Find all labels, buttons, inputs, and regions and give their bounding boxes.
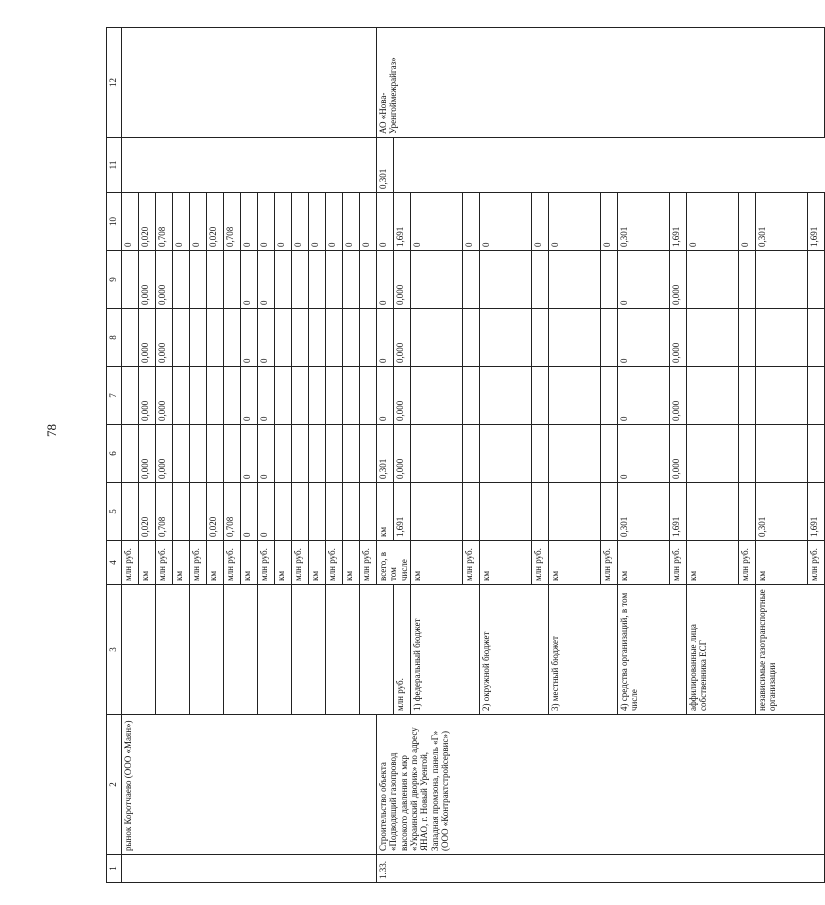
value-cell xyxy=(326,483,343,541)
value-cell xyxy=(755,251,807,309)
value-cell xyxy=(755,367,807,425)
value-cell: 0 xyxy=(686,193,738,251)
value-cell xyxy=(807,251,824,309)
value-cell xyxy=(224,309,241,367)
value-cell xyxy=(411,309,463,367)
unit-cell: млн руб. xyxy=(807,541,824,585)
value-cell xyxy=(326,251,343,309)
value-cell: 0,020 xyxy=(139,483,156,541)
value-cell: 0,000 xyxy=(156,367,173,425)
unit-cell: млн руб. xyxy=(360,541,377,585)
value-cell xyxy=(600,309,617,367)
value-cell: 0 xyxy=(377,193,394,251)
value-cell xyxy=(275,483,292,541)
value-cell xyxy=(686,309,738,367)
value-cell xyxy=(686,251,738,309)
value-cell: 0 xyxy=(122,193,139,251)
value-cell xyxy=(292,425,309,483)
funding-source-cell xyxy=(258,585,292,715)
value-cell xyxy=(479,425,531,483)
value-cell xyxy=(738,483,755,541)
value-cell xyxy=(190,309,207,367)
column-number: 7 xyxy=(107,367,122,425)
row-number-cell: 1.33. xyxy=(377,855,825,883)
value-cell: 0 xyxy=(738,193,755,251)
value-cell xyxy=(479,251,531,309)
value-cell: 0,000 xyxy=(394,425,411,483)
executor-cell xyxy=(122,138,377,193)
column-number: 6 xyxy=(107,425,122,483)
value-cell xyxy=(462,367,479,425)
value-cell: 0,020 xyxy=(139,193,156,251)
value-cell xyxy=(807,309,824,367)
value-cell xyxy=(122,483,139,541)
value-cell xyxy=(190,251,207,309)
value-cell xyxy=(173,367,190,425)
column-number: 10 xyxy=(107,193,122,251)
value-cell xyxy=(360,251,377,309)
column-number: 8 xyxy=(107,309,122,367)
value-cell xyxy=(343,251,360,309)
column-number: 2 xyxy=(107,715,122,855)
value-cell: 0 xyxy=(241,193,258,251)
value-cell: 0,301 xyxy=(617,193,669,251)
unit-cell: км xyxy=(686,541,738,585)
value-cell xyxy=(326,309,343,367)
result-cell xyxy=(122,28,377,138)
column-number: 3 xyxy=(107,585,122,715)
unit-cell: млн руб. xyxy=(600,541,617,585)
value-cell xyxy=(462,251,479,309)
value-cell xyxy=(275,309,292,367)
value-cell: 0,000 xyxy=(156,425,173,483)
value-cell xyxy=(326,425,343,483)
unit-cell: км xyxy=(377,483,394,541)
value-cell: 0 xyxy=(173,193,190,251)
value-cell: 0,000 xyxy=(156,251,173,309)
unit-cell: км xyxy=(755,541,807,585)
value-cell: 0,000 xyxy=(139,309,156,367)
funding-source-cell xyxy=(156,585,190,715)
value-cell: 0 xyxy=(258,483,275,541)
value-cell: 0,000 xyxy=(394,309,411,367)
unit-cell: млн руб. xyxy=(292,541,309,585)
value-cell xyxy=(738,425,755,483)
value-cell xyxy=(343,367,360,425)
value-cell xyxy=(292,309,309,367)
unit-cell: млн руб. xyxy=(738,541,755,585)
value-cell: 0 xyxy=(479,193,531,251)
value-cell: 0 xyxy=(377,251,394,309)
value-cell xyxy=(326,367,343,425)
value-cell xyxy=(173,309,190,367)
value-cell xyxy=(600,425,617,483)
value-cell: 0 xyxy=(258,251,275,309)
object-name-cell: Строительство объекта «Подводящий газопровод высокого давления к мкр «Украинский дворик» по адресу ЯНАО, г. Новый Уренгой, Западная промзона, панель «Г» (ООО «Контрактстройсервис») xyxy=(377,715,825,855)
table-row xyxy=(377,28,394,883)
value-cell xyxy=(548,425,600,483)
value-cell xyxy=(207,367,224,425)
column-number: 4 xyxy=(107,541,122,585)
value-cell: 0 xyxy=(360,193,377,251)
value-cell xyxy=(479,483,531,541)
value-cell xyxy=(190,483,207,541)
value-cell xyxy=(807,367,824,425)
value-cell xyxy=(360,309,377,367)
value-cell xyxy=(531,367,548,425)
value-cell xyxy=(224,251,241,309)
table-row xyxy=(122,28,139,883)
object-name-cell: рынок Коротчаево (ООО «Маян») xyxy=(122,715,377,855)
value-cell xyxy=(275,367,292,425)
value-cell xyxy=(360,483,377,541)
value-cell: 0 xyxy=(377,367,394,425)
value-cell: 0 xyxy=(292,193,309,251)
value-cell: 0 xyxy=(258,367,275,425)
value-cell xyxy=(479,309,531,367)
rotated-table-sheet xyxy=(106,28,819,883)
value-cell xyxy=(360,367,377,425)
value-cell xyxy=(531,251,548,309)
value-cell: 0,708 xyxy=(156,193,173,251)
funding-source-cell xyxy=(122,585,156,715)
value-cell: 0 xyxy=(258,425,275,483)
value-cell xyxy=(686,483,738,541)
unit-cell: км xyxy=(411,541,463,585)
value-cell: 0 xyxy=(275,193,292,251)
value-cell xyxy=(207,251,224,309)
value-cell: 0,000 xyxy=(669,251,686,309)
value-cell xyxy=(275,251,292,309)
value-cell xyxy=(122,309,139,367)
value-cell xyxy=(548,483,600,541)
executor-cell: АО «Нова-Уренгоймежрайгаз» xyxy=(377,28,825,138)
unit-cell: км xyxy=(548,541,600,585)
value-cell xyxy=(309,425,326,483)
value-cell: 0 xyxy=(241,251,258,309)
value-cell: 0,000 xyxy=(156,309,173,367)
value-cell: 0 xyxy=(548,193,600,251)
value-cell: 0 xyxy=(241,425,258,483)
value-cell xyxy=(207,425,224,483)
value-cell xyxy=(686,367,738,425)
unit-cell: км xyxy=(173,541,190,585)
value-cell: 0,000 xyxy=(139,251,156,309)
value-cell: 0,301 xyxy=(377,425,394,483)
value-cell: 0 xyxy=(531,193,548,251)
value-cell xyxy=(462,425,479,483)
value-cell: 1,691 xyxy=(807,193,824,251)
value-cell xyxy=(360,425,377,483)
funding-source-cell: независимые газотранспортные организации xyxy=(755,585,824,715)
value-cell xyxy=(411,251,463,309)
value-cell: 0,708 xyxy=(224,193,241,251)
value-cell xyxy=(600,367,617,425)
unit-cell: млн руб. xyxy=(224,541,241,585)
value-cell: 0 xyxy=(617,251,669,309)
value-cell: 0 xyxy=(600,193,617,251)
value-cell: 1,691 xyxy=(394,483,411,541)
value-cell xyxy=(122,367,139,425)
value-cell: 0 xyxy=(258,309,275,367)
value-cell: 0 xyxy=(190,193,207,251)
value-cell xyxy=(411,425,463,483)
unit-cell: км xyxy=(617,541,669,585)
value-cell: 0,020 xyxy=(207,483,224,541)
value-cell xyxy=(292,367,309,425)
unit-cell: км xyxy=(207,541,224,585)
value-cell xyxy=(343,309,360,367)
value-cell: 0,000 xyxy=(669,367,686,425)
value-cell: 0 xyxy=(617,309,669,367)
value-cell: 0 xyxy=(617,367,669,425)
value-cell xyxy=(411,367,463,425)
funding-source-cell xyxy=(224,585,258,715)
unit-cell: км xyxy=(139,541,156,585)
value-cell xyxy=(738,251,755,309)
value-cell xyxy=(807,425,824,483)
value-cell xyxy=(738,367,755,425)
value-cell xyxy=(343,483,360,541)
value-cell xyxy=(275,425,292,483)
value-cell: 0,020 xyxy=(207,193,224,251)
value-cell: 0,708 xyxy=(156,483,173,541)
value-cell xyxy=(531,309,548,367)
value-cell: 0 xyxy=(241,309,258,367)
funding-source-cell xyxy=(326,585,360,715)
value-cell xyxy=(122,251,139,309)
value-cell xyxy=(411,483,463,541)
row-number-cell xyxy=(122,855,377,883)
unit-cell: млн руб. xyxy=(190,541,207,585)
funding-source-cell: 1) федеральный бюджет xyxy=(411,585,480,715)
value-cell xyxy=(531,425,548,483)
value-cell: 0 xyxy=(377,309,394,367)
value-cell: 0,000 xyxy=(394,367,411,425)
value-cell xyxy=(600,483,617,541)
value-cell: 0,000 xyxy=(394,251,411,309)
funding-source-cell xyxy=(292,585,326,715)
unit-cell: млн руб. xyxy=(122,541,139,585)
value-cell xyxy=(190,367,207,425)
funding-source-cell xyxy=(190,585,224,715)
value-cell: 0 xyxy=(258,193,275,251)
value-cell xyxy=(122,425,139,483)
value-cell xyxy=(479,367,531,425)
investment-table xyxy=(106,27,825,883)
value-cell xyxy=(738,309,755,367)
funding-source-cell: аффилированные лица собственника ЕСГ xyxy=(686,585,755,715)
value-cell: 0 xyxy=(343,193,360,251)
funding-source-cell: 3) местный бюджет xyxy=(548,585,617,715)
unit-cell: млн руб. xyxy=(531,541,548,585)
unit-cell: млн руб. xyxy=(462,541,479,585)
column-number: 11 xyxy=(107,138,122,193)
value-cell xyxy=(292,251,309,309)
value-cell xyxy=(173,425,190,483)
funding-source-cell: всего, в том числе xyxy=(377,541,411,585)
value-cell xyxy=(343,425,360,483)
page-number: 78 xyxy=(44,424,59,437)
value-cell xyxy=(309,367,326,425)
value-cell: 1,691 xyxy=(669,193,686,251)
value-cell xyxy=(548,309,600,367)
unit-cell: км xyxy=(309,541,326,585)
unit-cell: млн руб. xyxy=(669,541,686,585)
column-number: 5 xyxy=(107,483,122,541)
value-cell: 0,000 xyxy=(669,425,686,483)
value-cell: 1,691 xyxy=(394,193,411,251)
table-body xyxy=(107,28,825,883)
value-cell xyxy=(548,251,600,309)
unit-cell: млн руб. xyxy=(258,541,275,585)
value-cell xyxy=(462,483,479,541)
value-cell xyxy=(190,425,207,483)
unit-cell: км xyxy=(241,541,258,585)
unit-cell: км xyxy=(275,541,292,585)
funding-source-cell: 4) средства организаций, в том числе xyxy=(617,585,686,715)
value-cell: 0 xyxy=(309,193,326,251)
funding-source-cell: 2) окружной бюджет xyxy=(479,585,548,715)
value-cell: 0,301 xyxy=(755,193,807,251)
value-cell: 1,691 xyxy=(669,483,686,541)
value-cell xyxy=(309,309,326,367)
value-cell xyxy=(755,309,807,367)
funding-source-cell xyxy=(360,585,394,715)
column-number: 12 xyxy=(107,28,122,138)
value-cell xyxy=(548,367,600,425)
value-cell xyxy=(173,251,190,309)
value-cell: 0 xyxy=(326,193,343,251)
unit-cell: млн руб. xyxy=(394,585,411,715)
value-cell xyxy=(600,251,617,309)
value-cell xyxy=(686,425,738,483)
value-cell xyxy=(292,483,309,541)
unit-cell: млн руб. xyxy=(326,541,343,585)
column-number-row xyxy=(107,28,122,883)
value-cell xyxy=(755,425,807,483)
value-cell xyxy=(224,367,241,425)
unit-cell: км xyxy=(479,541,531,585)
value-cell: 0 xyxy=(241,367,258,425)
value-cell: 0 xyxy=(411,193,463,251)
value-cell xyxy=(309,251,326,309)
value-cell: 0,000 xyxy=(139,425,156,483)
value-cell: 0,000 xyxy=(139,367,156,425)
unit-cell: км xyxy=(343,541,360,585)
value-cell: 0 xyxy=(617,425,669,483)
value-cell: 0,000 xyxy=(669,309,686,367)
value-cell xyxy=(173,483,190,541)
value-cell xyxy=(224,425,241,483)
column-number: 1 xyxy=(107,855,122,883)
value-cell: 0,708 xyxy=(224,483,241,541)
value-cell: 0,301 xyxy=(377,138,394,193)
unit-cell: млн руб. xyxy=(156,541,173,585)
value-cell: 1,691 xyxy=(807,483,824,541)
value-cell: 0,301 xyxy=(755,483,807,541)
column-number: 9 xyxy=(107,251,122,309)
value-cell xyxy=(207,309,224,367)
value-cell xyxy=(309,483,326,541)
value-cell: 0 xyxy=(462,193,479,251)
value-cell xyxy=(462,309,479,367)
value-cell: 0 xyxy=(241,483,258,541)
value-cell xyxy=(531,483,548,541)
value-cell: 0,301 xyxy=(617,483,669,541)
